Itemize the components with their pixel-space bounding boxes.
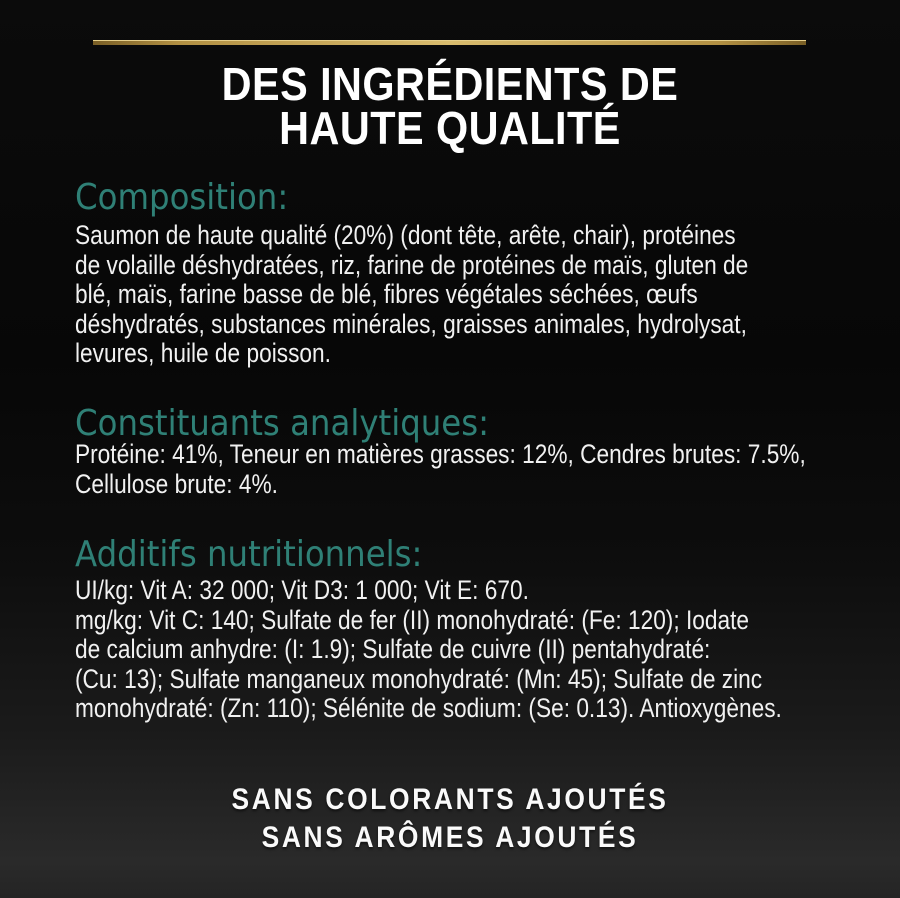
body-line: déshydratés, substances minérales, graisses animales, hydrolysat, bbox=[75, 308, 747, 339]
gold-divider bbox=[93, 40, 806, 45]
body-line: UI/kg: Vit A: 32 000; Vit D3: 1 000; Vit E: 670. bbox=[75, 575, 529, 605]
section-body-additifs bbox=[75, 576, 782, 724]
body-line: levures, huile de poisson. bbox=[75, 338, 331, 369]
footer-claims bbox=[54, 781, 846, 857]
body-line: mg/kg: Vit C: 140; Sulfate de fer (II) monohydraté: (Fe: 120); Iodate bbox=[75, 604, 750, 635]
body-line: monohydraté: (Zn: 110); Sélénite de sodium: (Se: 0.13). Antioxygènes. bbox=[75, 693, 782, 724]
body-line: Cellulose brute: 4%. bbox=[75, 468, 278, 499]
body-line: de calcium anhydre: (I: 1.9); Sulfate de cuivre (II) pentahydraté: bbox=[75, 634, 711, 665]
page-title-line1: DES INGRÉDIENTS DE bbox=[221, 58, 679, 110]
section-body-composition bbox=[75, 221, 748, 369]
section-heading-composition: Composition: bbox=[75, 177, 289, 218]
body-line: Protéine: 41%, Teneur en matières grasses: 12%, Cendres brutes: 7.5%, bbox=[75, 439, 806, 469]
section-heading-additifs: Additifs nutritionnels: bbox=[75, 534, 423, 575]
body-line: (Cu: 13); Sulfate manganeux monohydraté: (Mn: 45); Sulfate de zinc bbox=[75, 663, 763, 694]
body-line: de volaille déshydratées, riz, farine de protéines de maïs, gluten de bbox=[75, 249, 749, 280]
body-line: blé, maïs, farine basse de blé, fibres végétales séchées, œufs bbox=[75, 279, 698, 310]
section-heading-constituants: Constituants analytiques: bbox=[75, 403, 490, 444]
body-line: Saumon de haute qualité (20%) (dont tête, arête, chair), protéines bbox=[75, 220, 736, 250]
claim-no-aromes: SANS ARÔMES AJOUTÉS bbox=[261, 821, 639, 854]
claim-no-colorants: SANS COLORANTS AJOUTÉS bbox=[231, 783, 669, 816]
section-body-constituants bbox=[75, 440, 806, 499]
page-title-line2: HAUTE QUALITÉ bbox=[279, 102, 621, 154]
page-title bbox=[45, 58, 855, 154]
